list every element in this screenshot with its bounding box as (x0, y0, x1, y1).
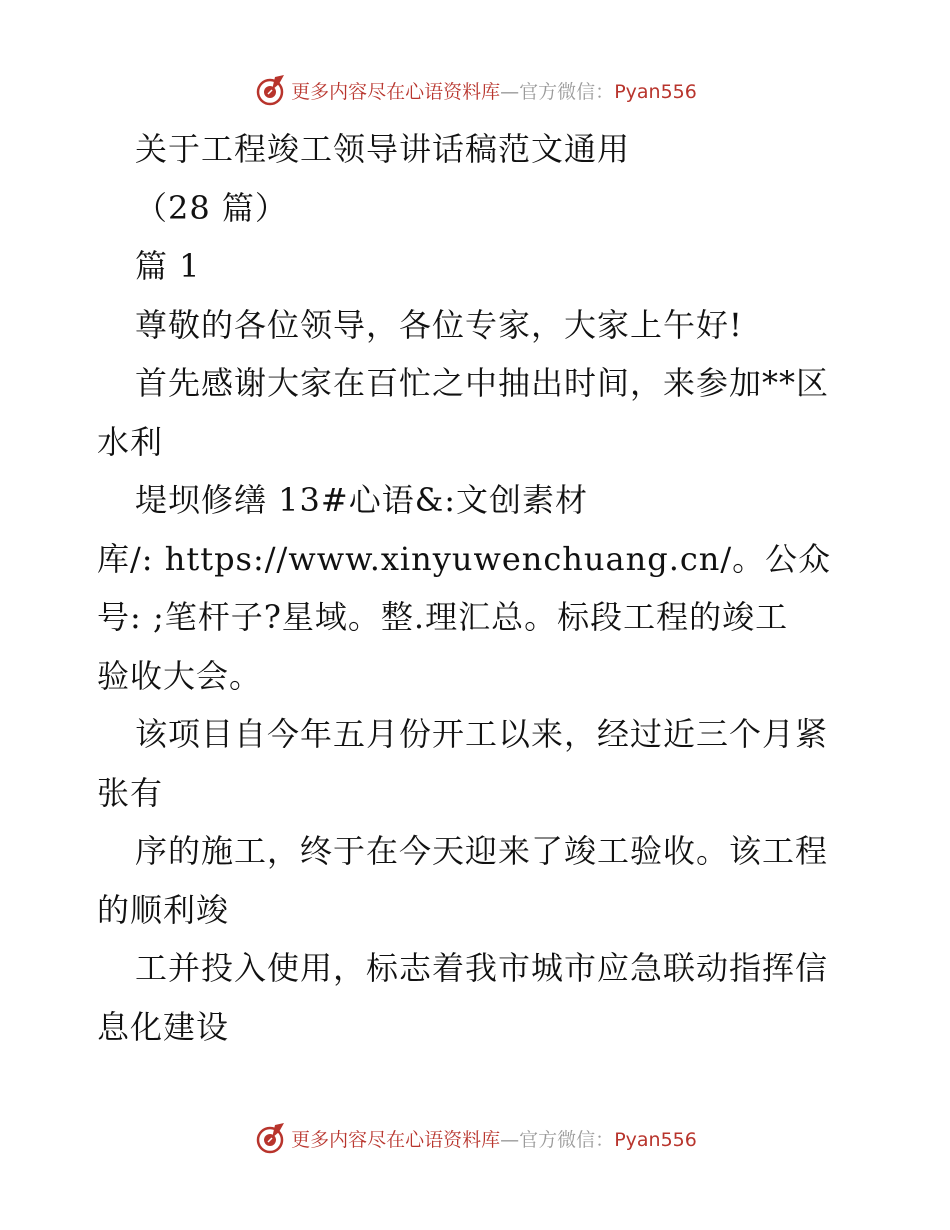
banner-main-text: 更多内容尽在心语资料库 (291, 80, 501, 103)
paragraph-line: 序的施工，终于在今天迎来了竣工验收。该工程 (135, 832, 829, 870)
banner-text (291, 1125, 697, 1152)
banner-main-text: 更多内容尽在心语资料库 (291, 1128, 501, 1151)
paragraph-line: 库/: https://www.xinyuwenchuang.cn/。公众 (97, 539, 832, 578)
banner-wechat-id: Pyan556 (614, 80, 697, 103)
paragraph-line: 尊敬的各位领导，各位专家，大家上午好! (135, 305, 743, 344)
paragraph-line: 验收大会。 (97, 656, 263, 695)
banner-wechat-label: 官方微信： (519, 80, 615, 103)
paragraph-line: 水利 (97, 422, 164, 461)
banner-dash: — (500, 1128, 520, 1151)
paragraph-line: 息化建设 (97, 1007, 230, 1046)
document-title: 关于工程竣工领导讲话稿范文通用 (135, 130, 631, 168)
paragraph-line: 张有 (97, 773, 164, 812)
quill-seal-icon (253, 73, 287, 107)
document-body (97, 120, 857, 1056)
paragraph-line: 的顺利竣 (97, 890, 230, 929)
header-banner (0, 70, 950, 110)
paragraph-line: 工并投入使用，标志着我市城市应急联动指挥信 (135, 949, 829, 987)
banner-dash: — (500, 80, 520, 103)
paragraph-line: 堤坝修缮 13#心语&:文创素材 (135, 481, 588, 519)
paragraph-line: 首先感谢大家在百忙之中抽出时间，来参加**区 (135, 364, 830, 402)
banner-wechat-label: 官方微信： (519, 1128, 615, 1151)
quill-seal-icon (253, 1121, 287, 1155)
section-heading: 篇 1 (135, 247, 201, 285)
banner-text (291, 77, 697, 104)
document-subtitle: （28 篇） (135, 188, 288, 227)
paragraph-line: 号: ;笔杆子?星域。整.理汇总。标段工程的竣工 (97, 598, 789, 636)
footer-banner (0, 1118, 950, 1158)
banner-wechat-id: Pyan556 (614, 1128, 697, 1151)
paragraph-line: 该项目自今年五月份开工以来，经过近三个月紧 (135, 715, 829, 753)
